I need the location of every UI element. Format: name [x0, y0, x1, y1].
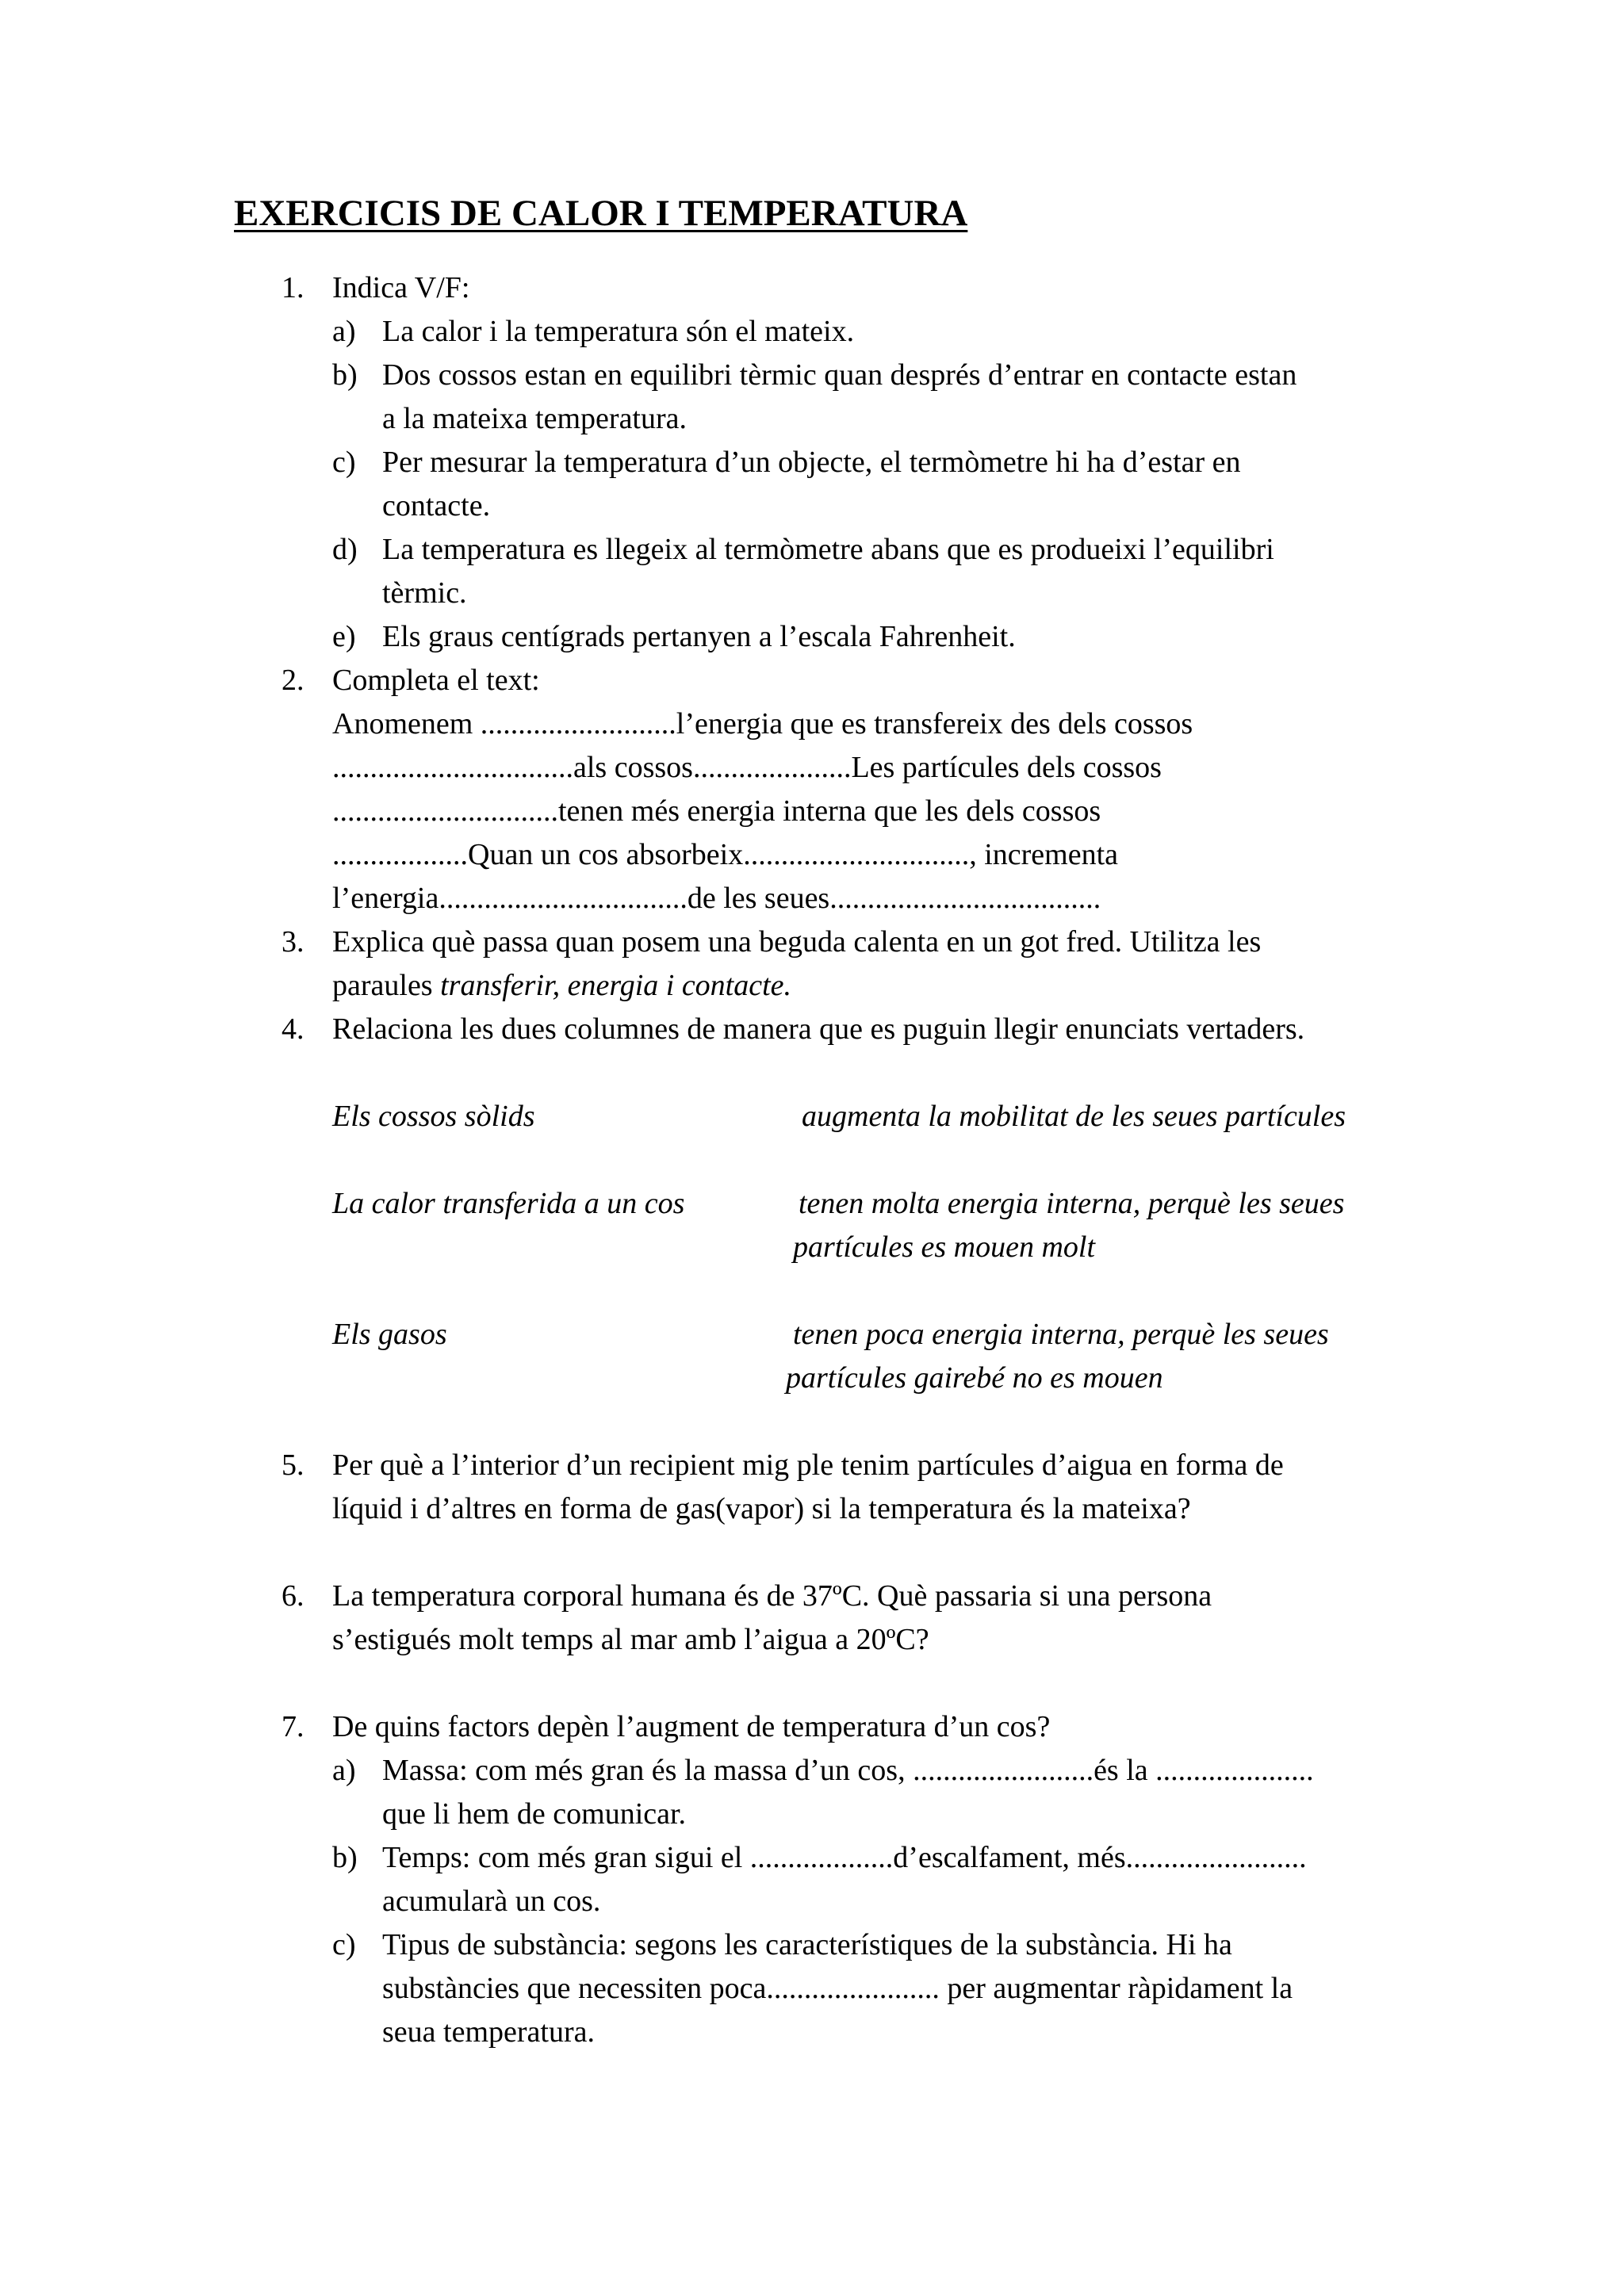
- q6-text-line2: s’estigués molt temps al mar amb l’aigua a 20ºC?: [332, 1623, 929, 1656]
- q4-right-item-2-line2: partícules es mouen molt: [793, 1230, 1096, 1264]
- q7a-text-line2: que li hem de comunicar.: [382, 1797, 687, 1831]
- q3-text-italic: transferir, energia i contacte.: [440, 969, 792, 1002]
- q7b-text-line1: Temps: com més gran sigui el ...................d’escalfament, més........................: [382, 1841, 1307, 1874]
- q7a-letter: a): [332, 1754, 356, 1787]
- q2-number: 2.: [282, 664, 304, 697]
- q1c-letter: c): [332, 446, 356, 479]
- q1d-text-line2: tèrmic.: [382, 576, 467, 610]
- q1a-text: La calor i la temperatura són el mateix.: [382, 315, 855, 348]
- q4-right-item-3-line1: tenen poca energia interna, perquè les seues: [793, 1318, 1329, 1351]
- q7c-text-line3: seua temperatura.: [382, 2015, 595, 2049]
- q2-text: Completa el text:: [332, 664, 540, 697]
- q7c-text-line2: substàncies que necessiten poca....................... per augmentar ràpidament la: [382, 1972, 1293, 2005]
- q4-left-item-3: Els gasos: [332, 1318, 447, 1351]
- q1d-text-line1: La temperatura es llegeix al termòmetre abans que es produeixi l’equilibri: [382, 533, 1274, 566]
- q3-text-line1: Explica què passa quan posem una beguda calenta en un got fred. Utilitza les: [332, 925, 1262, 959]
- q4-right-item-3-line2: partícules gairebé no es mouen: [786, 1361, 1163, 1395]
- q1-text: Indica V/F:: [332, 271, 470, 304]
- q1b-text-line1: Dos cossos estan en equilibri tèrmic quan després d’entrar en contacte estan: [382, 358, 1297, 392]
- q1e-letter: e): [332, 620, 356, 653]
- q1b-text-line2: a la mateixa temperatura.: [382, 402, 688, 435]
- q2-fill-line1: Anomenem ..........................l’energia que es transfereix des dels cossos: [332, 707, 1193, 740]
- q1a-letter: a): [332, 315, 356, 348]
- q2-fill-line2: ................................als cossos.....................Les partícules dels cossos: [332, 751, 1162, 784]
- q1d-letter: d): [332, 533, 358, 566]
- q1c-text-line1: Per mesurar la temperatura d’un objecte, el termòmetre hi ha d’estar en: [382, 446, 1241, 479]
- q7-text: De quins factors depèn l’augment de temperatura d’un cos?: [332, 1710, 1051, 1743]
- q3-text-line2: [332, 966, 791, 1004]
- q4-left-item-1: Els cossos sòlids: [332, 1100, 535, 1133]
- q3-text-prefix: paraules: [332, 969, 441, 1002]
- q4-left-item-2: La calor transferida a un cos: [332, 1187, 685, 1220]
- q2-fill-line5: l’energia.................................de les seues....................................: [332, 882, 1101, 915]
- q2-fill-line4: ..................Quan un cos absorbeix.............................., incrementa: [332, 838, 1118, 871]
- q5-number: 5.: [282, 1448, 304, 1482]
- q4-number: 4.: [282, 1012, 304, 1046]
- q1c-text-line2: contacte.: [382, 489, 491, 522]
- q1b-letter: b): [332, 358, 358, 392]
- q7c-text-line1: Tipus de substància: segons les característiques de la substància. Hi ha: [382, 1928, 1232, 1961]
- q7b-text-line2: acumularà un cos.: [382, 1885, 601, 1918]
- page-title: EXERCICIS DE CALOR I TEMPERATURA: [234, 193, 968, 234]
- q1-number: 1.: [282, 271, 304, 304]
- q7c-letter: c): [332, 1928, 356, 1961]
- q7a-text-line1: Massa: com més gran és la massa d’un cos, ........................és la .....................: [382, 1754, 1314, 1787]
- q4-right-item-1: augmenta la mobilitat de les seues partícules: [802, 1100, 1346, 1133]
- q4-text: Relaciona les dues columnes de manera que es puguin llegir enunciats vertaders.: [332, 1012, 1305, 1046]
- q5-text-line1: Per què a l’interior d’un recipient mig ple tenim partícules d’aigua en forma de: [332, 1448, 1284, 1482]
- q6-number: 6.: [282, 1579, 304, 1613]
- q5-text-line2: líquid i d’altres en forma de gas(vapor) si la temperatura és la mateixa?: [332, 1492, 1191, 1525]
- q2-fill-line3: ..............................tenen més energia interna que les dels cossos: [332, 794, 1101, 828]
- q3-number: 3.: [282, 925, 304, 959]
- q1e-text: Els graus centígrads pertanyen a l’escala Fahrenheit.: [382, 620, 1016, 653]
- q6-text-line1: La temperatura corporal humana és de 37ºC. Què passaria si una persona: [332, 1579, 1212, 1613]
- q4-right-item-2-line1: tenen molta energia interna, perquè les seues: [799, 1187, 1345, 1220]
- q7-number: 7.: [282, 1710, 304, 1743]
- q7b-letter: b): [332, 1841, 358, 1874]
